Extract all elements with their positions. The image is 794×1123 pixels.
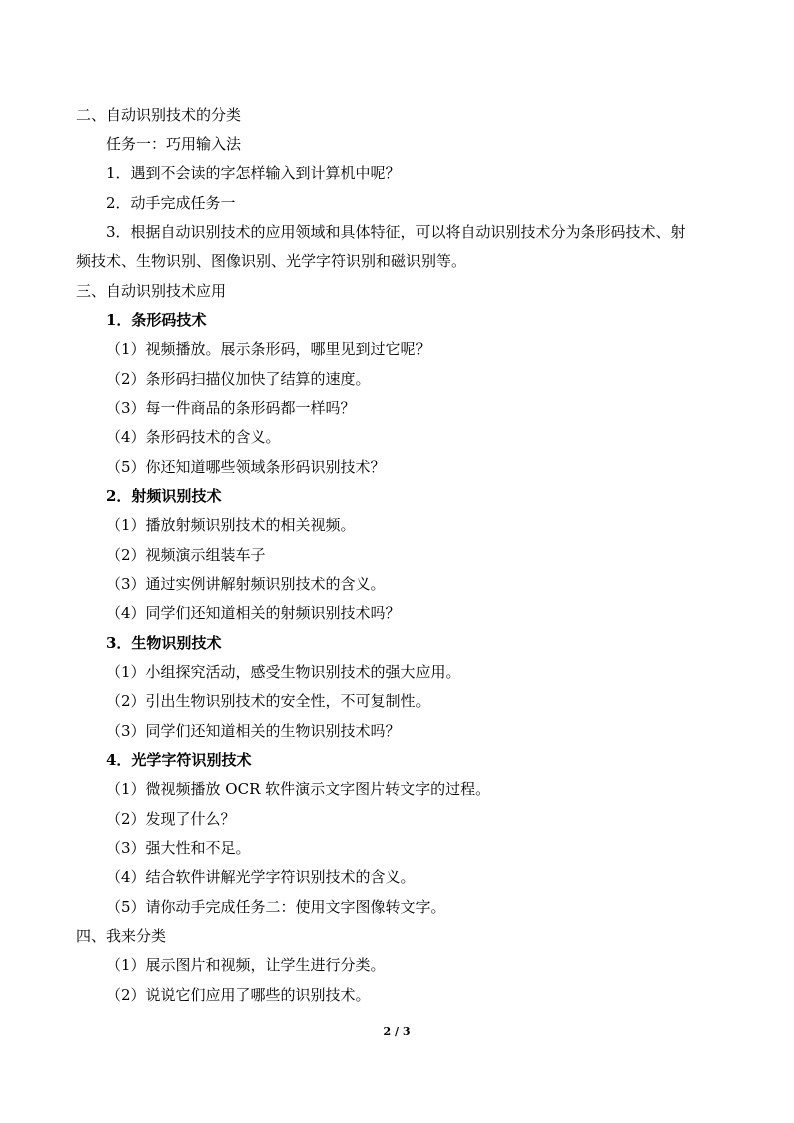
section-heading: 三、自动识别技术应用: [76, 282, 227, 300]
subsection-title: 4．光学字符识别技术: [106, 751, 252, 769]
list-item: （1）微视频播放 OCR 软件演示文字图片转文字的过程。: [106, 780, 491, 798]
list-item: （1）视频播放。展示条形码，哪里见到过它呢？: [106, 340, 431, 358]
list-item: 2．动手完成任务一: [106, 194, 236, 212]
section-heading: 四、我来分类: [76, 927, 167, 945]
list-item: （4）条形码技术的含义。: [106, 428, 281, 446]
list-item: （2）发现了什么？: [106, 810, 236, 828]
list-item: 3．根据自动识别技术的应用领域和具体特征，可以将自动识别技术分为条形码技术、射: [106, 223, 686, 241]
list-item: （2）视频演示组装车子: [106, 546, 266, 564]
list-item: （1）展示图片和视频，让学生进行分类。: [106, 956, 386, 974]
page-number: 2 / 3: [383, 1025, 411, 1038]
task-label: 任务一：巧用输入法: [106, 135, 242, 153]
list-item: （5）你还知道哪些领域条形码识别技术？: [106, 458, 386, 476]
subsection-title: 2．射频识别技术: [106, 487, 222, 505]
list-item: （2）引出生物识别技术的安全性，不可复制性。: [106, 692, 431, 710]
list-item: （3）强大性和不足。: [106, 839, 251, 857]
list-item: （4）结合软件讲解光学字符识别技术的含义。: [106, 868, 416, 886]
subsection-title: 3．生物识别技术: [106, 634, 222, 652]
list-item: （3）通过实例讲解射频识别技术的含义。: [106, 575, 386, 593]
section-heading: 二、自动识别技术的分类: [76, 106, 242, 124]
list-item: （2）条形码扫描仪加快了结算的速度。: [106, 370, 371, 388]
list-item: （2）说说它们应用了哪些的识别技术。: [106, 986, 371, 1004]
list-item-continuation: 频技术、生物识别、图像识别、光学字符识别和磁识别等。: [76, 252, 467, 270]
list-item: （4）同学们还知道相关的射频识别技术吗？: [106, 604, 401, 622]
list-item: （1）播放射频识别技术的相关视频。: [106, 516, 356, 534]
list-item: 1．遇到不会读的字怎样输入到计算机中呢？: [106, 164, 401, 182]
list-item: （5）请你动手完成任务二：使用文字图像转文字。: [106, 898, 446, 916]
list-item: （1）小组探究活动，感受生物识别技术的强大应用。: [106, 663, 461, 681]
list-item: （3）同学们还知道相关的生物识别技术吗？: [106, 722, 401, 740]
list-item: （3）每一件商品的条形码都一样吗？: [106, 399, 356, 417]
subsection-title: 1．条形码技术: [106, 311, 207, 329]
